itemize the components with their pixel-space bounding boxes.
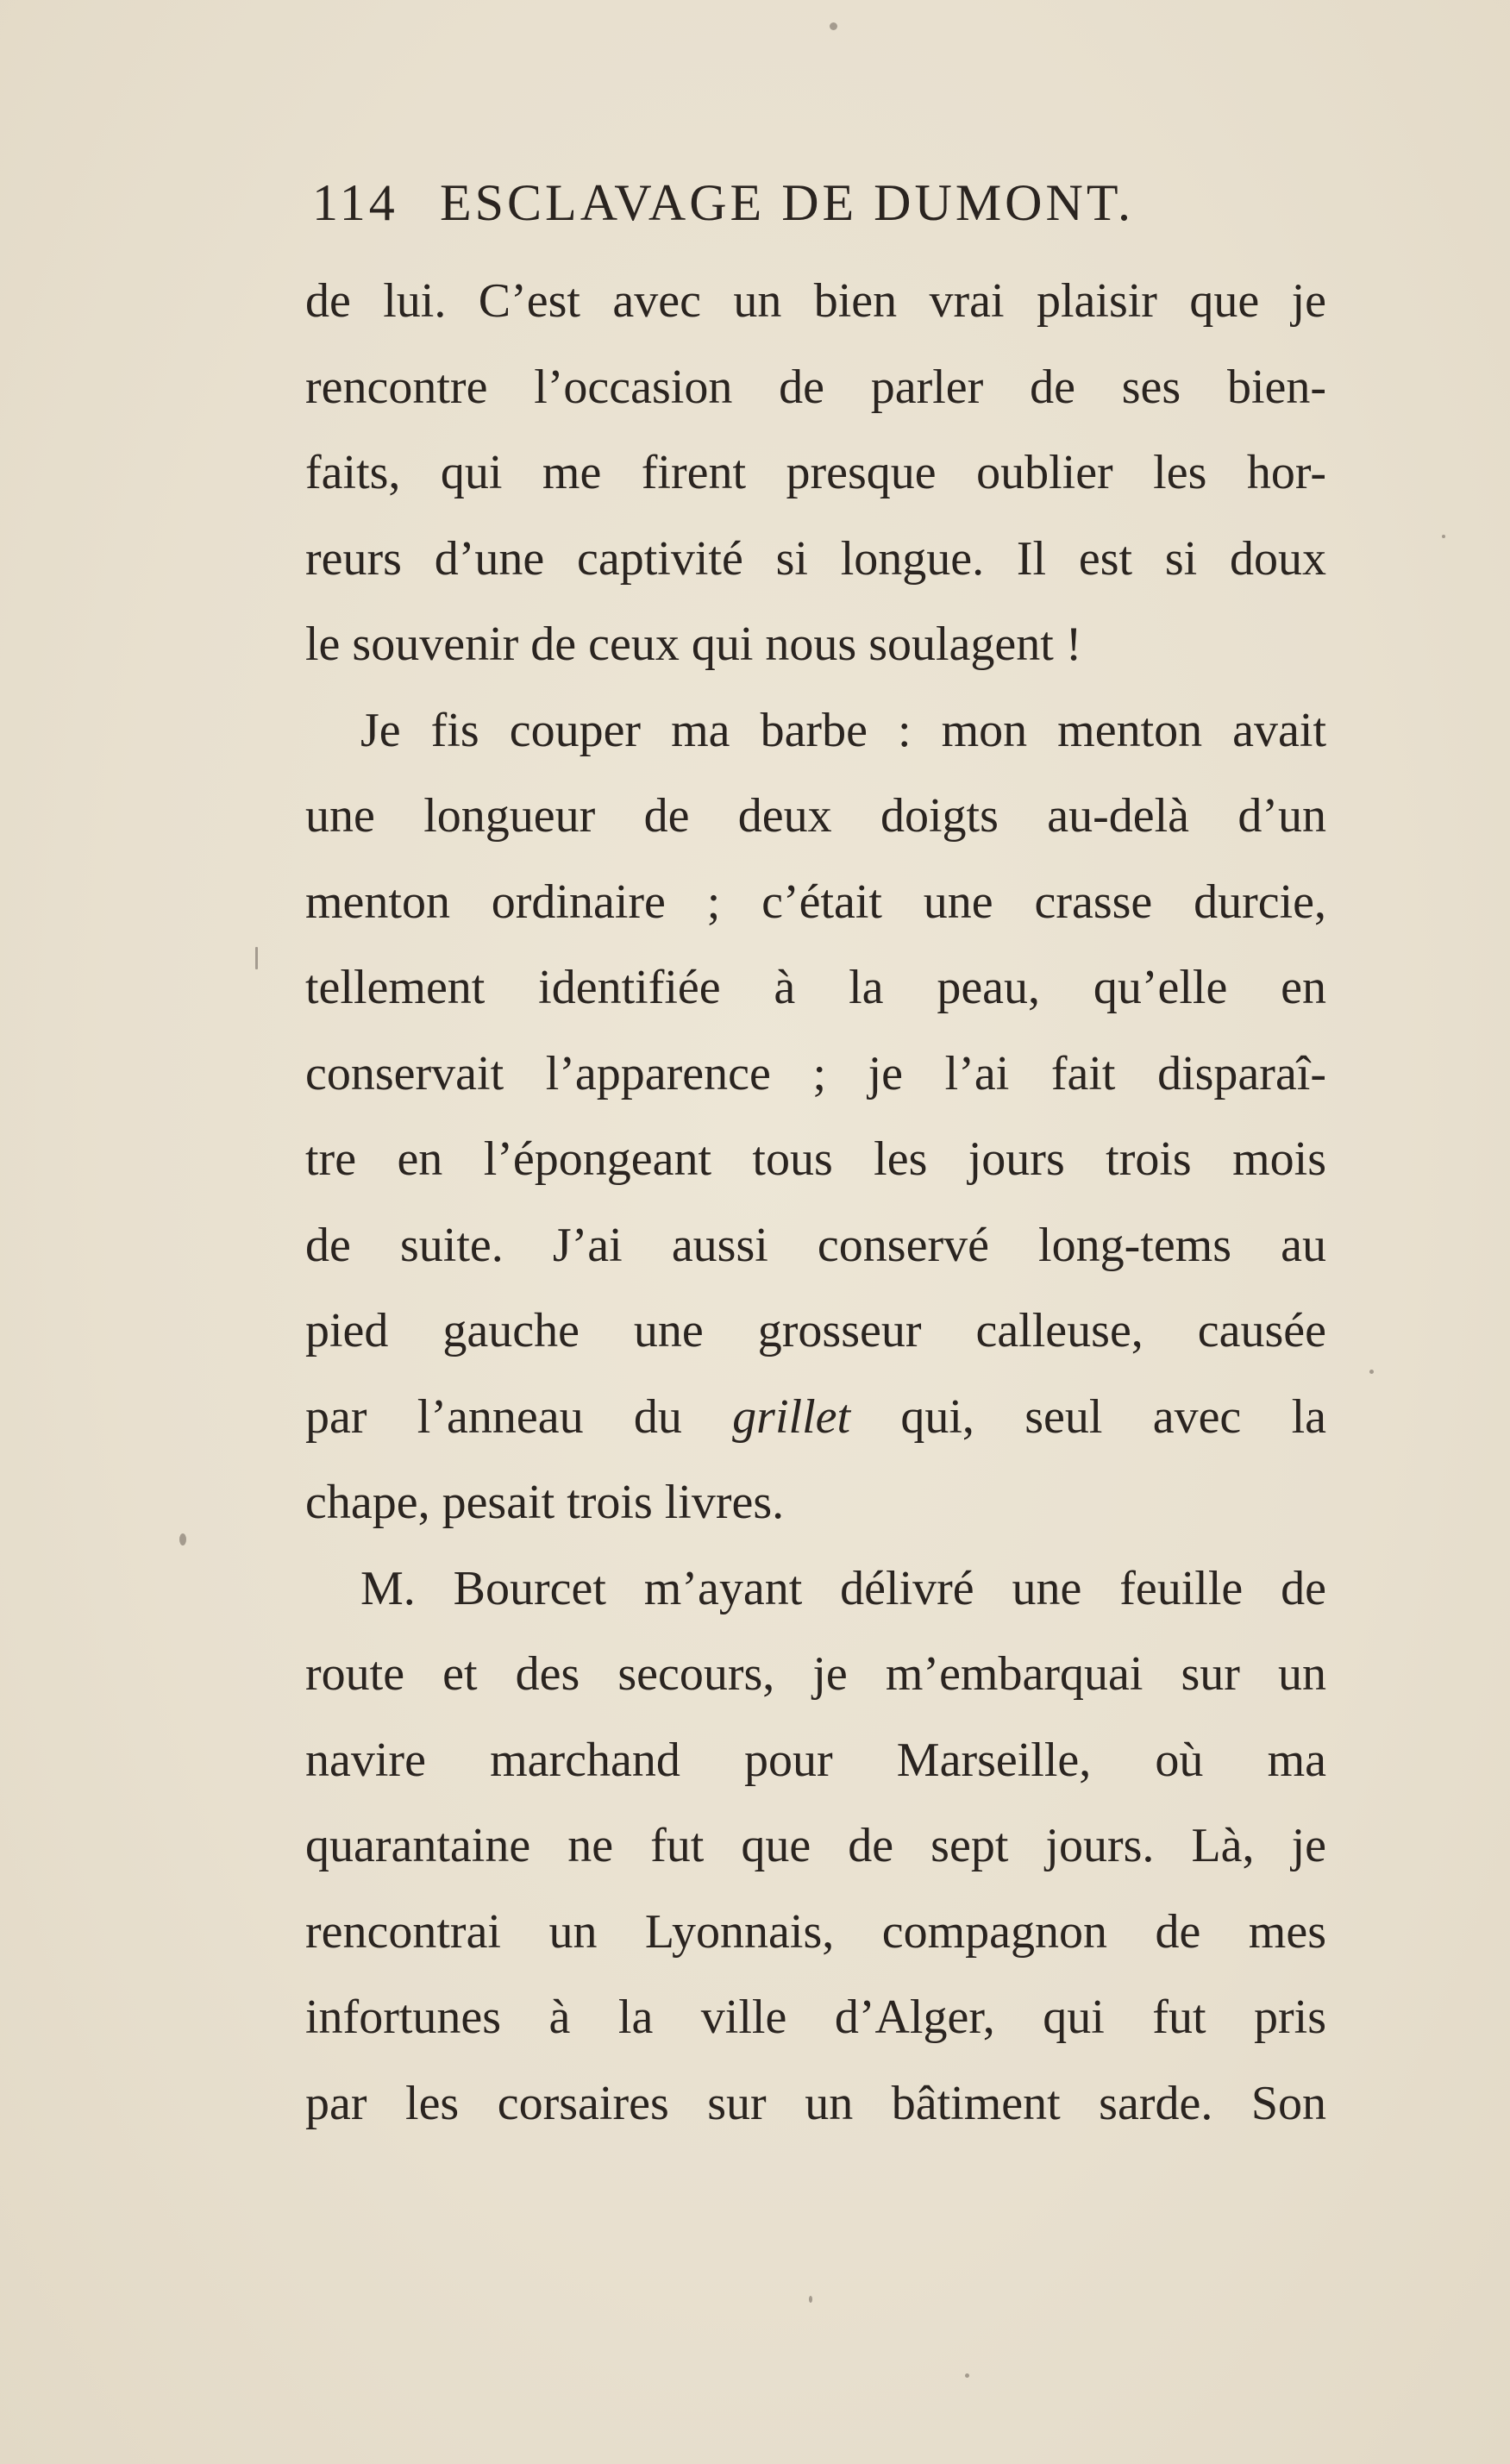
running-header (312, 164, 1175, 241)
running-title: ESCLAVAGE DE DUMONT. (440, 174, 1135, 231)
text-line-with-italic (305, 1375, 1326, 1461)
text-line: le souvenir de ceux qui nous soulagent ! (305, 618, 1082, 671)
text-line: M. Bourcet m’ayant délivré une feuille de (360, 1561, 1326, 1615)
italic-word: grillet (732, 1389, 851, 1444)
text-line: chape, pesait trois livres. (305, 1476, 785, 1529)
body-text (305, 259, 1326, 2147)
paper-speck (1442, 535, 1445, 538)
page-number: 114 (312, 174, 398, 231)
paper-speck (255, 947, 258, 969)
text-line: une longueur de deux doigts au-delà d’un (305, 789, 1326, 843)
text-line: de lui. C’est avec un bien vrai plaisir que je (305, 274, 1326, 328)
text-line: rencontre l’occasion de parler de ses bien- (305, 360, 1326, 414)
paper-speck (965, 2373, 969, 2378)
text-line: infortunes à la ville d’Alger, qui fut pris (305, 1991, 1326, 2044)
text-line: Je fis couper ma barbe : mon menton avait (360, 703, 1326, 757)
text-line: route et des secours, je m’embarquai sur un (305, 1647, 1326, 1701)
text-line: rencontrai un Lyonnais, compagnon de mes (305, 1904, 1326, 1959)
text-line: tellement identifiée à la peau, qu’elle en (305, 961, 1326, 1014)
text-line: reurs d’une captivité si longue. Il est si doux (305, 531, 1326, 586)
paper-speck (1369, 1370, 1374, 1374)
text-line: tre en l’épongeant tous les jours trois mois (305, 1132, 1326, 1186)
text-segment: par l’anneau du (305, 1389, 682, 1444)
text-line: faits, qui me firent presque oublier les hor- (305, 446, 1326, 499)
text-line: conservait l’apparence ; je l’ai fait disparaî- (305, 1046, 1326, 1100)
paper-speck (830, 22, 837, 30)
text-line: menton ordinaire ; c’était une crasse durcie, (305, 875, 1326, 929)
text-line: pied gauche une grosseur calleuse, causée (305, 1304, 1326, 1357)
paper-speck (179, 1533, 186, 1545)
text-line: par les corsaires sur un bâtiment sarde. Son (305, 2076, 1326, 2130)
text-line: navire marchand pour Marseille, où ma (305, 1733, 1326, 1787)
text-line: quarantaine ne fut que de sept jours. Là, je (305, 1819, 1326, 1872)
paper-speck (809, 2296, 812, 2303)
text-line: de suite. J’ai aussi conservé long-tems au (305, 1218, 1326, 1272)
text-segment: qui, seul avec la (900, 1389, 1326, 1444)
